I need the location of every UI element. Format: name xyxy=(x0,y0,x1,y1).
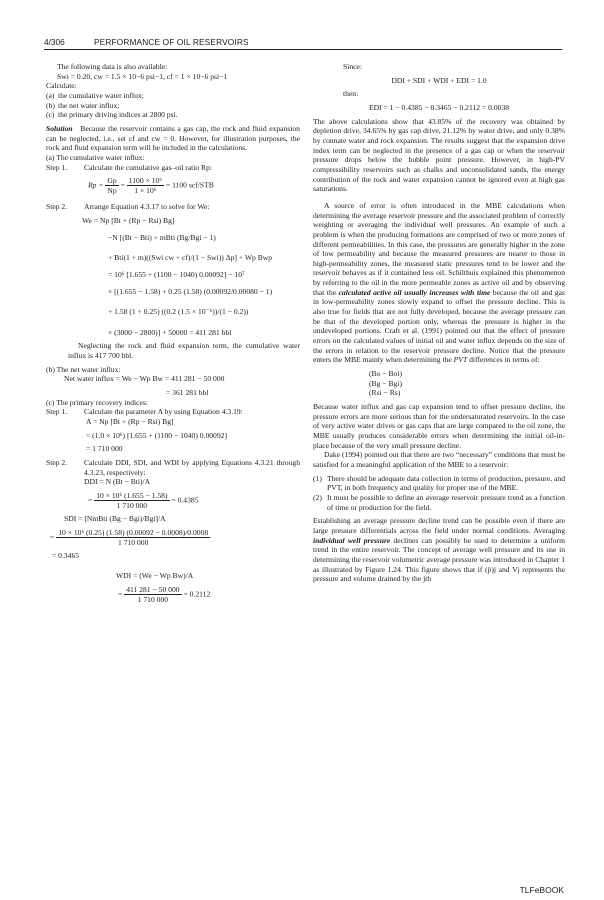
step-1 xyxy=(46,163,300,173)
a-equation-line-2: = (1.0 × 10⁶) [1.655 + (1100 − 1040) 0.00092] xyxy=(86,430,227,440)
emphasis: individual well pressure xyxy=(313,535,391,545)
condition-label: (1) xyxy=(313,473,322,483)
denominator: Np xyxy=(107,186,117,196)
ddi-result: = 0.4385 xyxy=(171,495,199,505)
condition-label: (2) xyxy=(313,492,322,502)
c-step-2 xyxy=(46,458,300,477)
we-equation-line-1: We = Np [Bt + (Rp − Rsi) Bg] xyxy=(82,215,175,225)
solution-label: Solution xyxy=(46,123,73,133)
task-text: the net water influx; xyxy=(58,100,120,110)
right-column xyxy=(313,62,565,584)
we-equation-line-5: × [(1.655 − 1.58) + 0.25 (1.58) (0.00092/0.00080 − 1) xyxy=(108,286,273,296)
step-text: Arrange Equation 4.3.17 to solve for We: xyxy=(84,202,210,212)
task-list xyxy=(46,91,300,120)
step-label: Step 2. xyxy=(46,458,68,468)
denominator: 1 × 10⁶ xyxy=(134,186,157,196)
step-label: Step 1. xyxy=(46,162,68,172)
net-influx-result: = 361 281 bbl xyxy=(166,388,209,398)
task-text: the cumulative water influx; xyxy=(58,90,144,100)
rp-equation: Rp = $\frac{Gp}{Np}$ = $\frac{\text{1100 × 10⁶}}{\text{1 × 10⁶}}$ = 1100 scf/STB xyxy=(88,176,214,196)
numerator: 1100 × 10⁶ xyxy=(128,176,162,186)
rp-result: = 1100 scf/STB xyxy=(165,180,214,190)
denominator: 1 710 000 xyxy=(116,501,148,510)
pvt-term: (Rsi − Rs) xyxy=(369,388,401,398)
net-influx-equation: Net water influx = We − Wp Bw = 411 281 − 50 000 xyxy=(64,374,225,384)
solution-text: Because the reservoir contains a gas cap, the rock and fluid expansion can be neglected, i.e., set cf and cw = 0. However, for illustration purposes, the rock and fluid expansion term will be included in the calculations. xyxy=(46,123,300,153)
running-title: PERFORMANCE OF OIL RESERVOIRS xyxy=(94,37,249,47)
paragraph-pressure-error xyxy=(313,201,565,365)
footer-brand: TLFeBOOK xyxy=(519,885,564,895)
since-label: Since: xyxy=(343,62,362,71)
text-run: because the oil and gas in low-permeability zones slowly expand to offset the pressure decline. This is also true for fields that are not fully developed, because the average pressure can be that of the developed portion only, whereas the pressure is higher in the undeveloped portions. Craft et al. (1991) pointed out that the effect of pressure errors on the calculated values of initial oil and water influx depends on the size of the errors in relation to the reservoir pressure decline. Notice that the pressure enters the MBE mainly when determining the xyxy=(313,287,565,365)
edi-equation: EDI = 1 − 0.4385 − 0.3465 − 0.2112 = 0.0038 xyxy=(368,102,510,112)
denominator: 1 710 000 xyxy=(118,537,149,547)
condition-text: There should be adequate data collection in terms of production, pressure, and PVT, in both frequency and quality for proper use of the MBE. xyxy=(327,473,565,493)
running-header xyxy=(44,37,562,48)
emphasis: calculated active oil usually increases with time xyxy=(338,287,491,297)
task-text: the primary driving indices at 2800 psi. xyxy=(58,110,178,120)
task-label: (b) xyxy=(46,100,55,110)
numerator: 10 × 10⁶ (0.25) (1.58) (0.00092 − 0.0008)/0.0008 xyxy=(58,527,209,537)
step-2 xyxy=(46,202,300,212)
denominator: 1 710 000 xyxy=(137,594,169,604)
wdi-calculation: = $\frac{411 281 - 50 000}{1 710 000}$ = 0.2112 xyxy=(118,584,211,604)
text-run: declines can possibly be used to determine a uniform trend in the entire reservoir. The concept of average well pressure and its use in determining the reservoir volumetric average pressure was introduced in Chapter 1 as illustrated by Figure 1.24. This figure shows that if (p̄)j and Vj represents the pressure and volume drained by the jth xyxy=(313,535,565,584)
part-b-heading: (b) The net water influx: xyxy=(46,364,121,374)
left-column xyxy=(46,62,300,604)
list-item xyxy=(46,91,300,101)
c-step-1 xyxy=(46,407,300,417)
data-line: Swi = 0.20, cw = 1.5 × 10−6 psi−1, cf = 1 × 10−6 psi−1 xyxy=(57,71,228,81)
paragraph-dake: Dake (1994) pointed out that there are two “necessary” conditions that must be satisfied for a meaningful application of the MBE to a reservoir: xyxy=(313,450,565,469)
sum-equation: DDI + SDI + WDI + EDI = 1.0 xyxy=(391,75,487,85)
rp-fraction-2 xyxy=(127,176,164,195)
rp-lhs: Rp = xyxy=(88,180,104,190)
we-equation-line-6: + 1.58 (1 + 0.25) ((0.2 (1.5 × 10⁻⁶))/(1 − 0.2)) xyxy=(108,307,249,317)
step-text: Calculate the cumulative gas–oil ratio Rp: xyxy=(84,162,213,172)
sdi-definition: SDI = [NmBti (Bg − Bgi)/Bgi]/A xyxy=(64,514,166,523)
condition-text: It must be possible to define an average reservoir pressure trend as a function of time or production for the field. xyxy=(327,492,565,512)
paragraph-results: The above calculations show that 43.85% of the recovery was obtained by depletion drive, 34.65% by gas cap drive, 21.12% by water drive, and only 0.38% by connate water and rock expansion. The results suggest that the expansion drive index term can be neglected in the presence of a gas cap or when the reservoir pressure drops below the bubble point pressure. However, in high-PV compressibility reservoirs such as chalks and unconsolidated sands, the energy contribution of the rock and water expansion cannot be ignored even at high gas saturations. xyxy=(313,116,565,194)
rp-fraction-1 xyxy=(105,176,118,195)
we-equation-line-4: = 10⁶ [1.655 + (1100 − 1040) 0.00092] − 10⁷ xyxy=(108,269,245,279)
solution-paragraph xyxy=(46,124,300,153)
pvt-term: (Bo − Boi) xyxy=(369,369,402,379)
part-c-heading: (c) The primary recovery indices: xyxy=(46,397,148,407)
numerator: 411 281 − 50 000 xyxy=(126,584,180,594)
ddi-calculation: = $\frac{\text{10 × 10⁶ (1.655 − 1.58)}}{1 710 000}$ = 0.4385 xyxy=(88,491,199,510)
then-label: then: xyxy=(343,89,359,99)
task-label: (c) xyxy=(46,110,55,120)
we-equation-line-7: × (3000 − 2800)] + 50000 = 411 281 bbl xyxy=(108,327,232,337)
step-label: Step 1. xyxy=(46,407,68,417)
list-item xyxy=(313,493,565,512)
numerator: Gp xyxy=(107,176,117,186)
text-run: A source of error is often introduced in the MBE calculations when determining the average reservoir pressure and the associated problem of correctly weighting or averaging the individual well pressures. An example of such a problem is when the producing formations are comprised of two or more zones of different permeabilities. In this case, the pressures are generally higher in the zone of low permeability and because the measured pressures are nearer to those in high-permeability zones, the measured static pressures tend to be lower and the reservoir behaves as if it contained less oil. Schilthuis explained this phenomenon by referring to the oil in the more permeable zones as active oil and by observing that the xyxy=(313,200,565,297)
paragraph-water-influx: Because water influx and gas cap expansion tend to offset pressure decline, the pressure errors are more serious than for the undersaturated reservoirs. In the case of very active water drives or gas caps that are large compared to the oil zone, the MBE usually produces considerable errors when determining the initial oil-in-place because of the very small pressure decline. xyxy=(313,402,565,450)
emphasis: PVT xyxy=(453,355,468,365)
paragraph-average-pressure xyxy=(313,516,565,584)
wdi-result: = 0.2112 xyxy=(183,589,211,599)
a-equation-line-3: = 1 710 000 xyxy=(86,444,123,454)
pvt-term: (Bg − Bgi) xyxy=(369,378,402,388)
wdi-definition: WDI = (We − Wp Bw)/A xyxy=(116,571,194,581)
neglect-text: Neglecting the rock and fluid expansion term, the cumulative water influx is 417 700 bbl. xyxy=(68,341,300,361)
we-equation-line-2: −N [(Bt − Bti) + mBti (Bg/Bgi − 1) xyxy=(108,232,216,242)
text-run: differences in terms of: xyxy=(467,355,540,365)
wdi-fraction xyxy=(124,585,181,604)
sdi-result: = 0.3465 xyxy=(52,550,80,560)
part-a-heading: (a) The cumulative water influx: xyxy=(46,152,145,162)
ddi-definition: DDI = N (Bt − Bti)/A xyxy=(84,477,151,487)
task-label: (a) xyxy=(46,90,55,100)
step-label: Step 2. xyxy=(46,202,68,212)
ddi-fraction xyxy=(94,491,169,510)
calculate-label: Calculate: xyxy=(46,81,77,91)
header-rule xyxy=(44,49,562,50)
list-item xyxy=(46,110,300,120)
a-equation-line-1: A = Np [Bt + (Rp − Rsi) Bg] xyxy=(86,417,174,427)
page-number: 4/306 xyxy=(44,37,65,47)
numerator: 10 × 10⁶ (1.655 − 1.58) xyxy=(96,491,168,500)
sdi-fraction xyxy=(56,528,210,547)
intro-text: The following data is also available: xyxy=(57,62,168,71)
list-item xyxy=(313,474,565,493)
list-item xyxy=(46,101,300,111)
step-text: Calculate the parameter A by using Equation 4.3.19: xyxy=(84,407,243,417)
text-run: Establishing an average pressure decline trend can be possible even if there are large pressure differentials across the field under normal conditions. Averaging xyxy=(313,516,565,535)
we-equation-line-3: + Bti(1 + m)((Swi cw + cf)/(1 − Swi)) Δp] + Wp Bwp xyxy=(108,253,273,263)
sdi-calculation: = $\frac{\text{10 × 10⁶ (0.25) (1.58) (0.00092 − 0.0008)/0.0008}}{1 710 000}$ xyxy=(50,527,209,547)
pvt-terms xyxy=(313,369,565,398)
step-text: Calculate DDI, SDI, and WDI by applying Equations 4.3.21 through 4.3.23, respectively: xyxy=(84,458,300,477)
